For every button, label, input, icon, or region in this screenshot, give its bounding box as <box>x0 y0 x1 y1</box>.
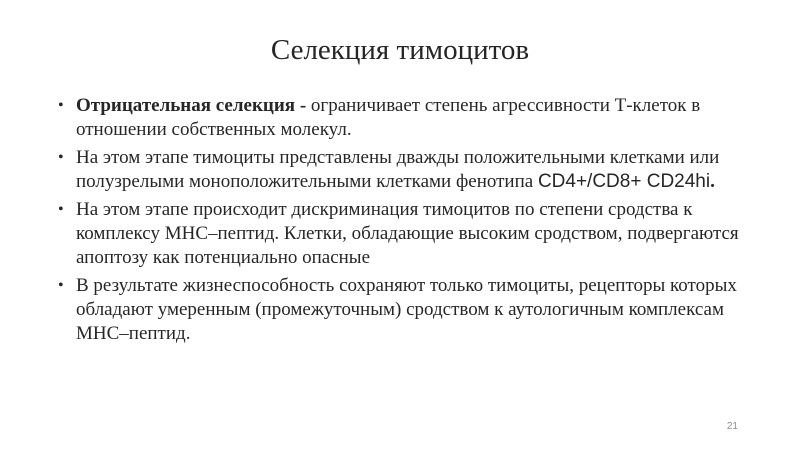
slide-number: 21 <box>726 421 738 432</box>
bullet-dot: • <box>58 149 64 166</box>
bullet-text: ограничивает степень агрессивности Т-клеток в отношении собственных молекул. <box>76 95 701 140</box>
bullet-dot: • <box>58 277 64 294</box>
bullet-text: В результате жизнеспособность сохраняют только тимоциты, рецепторы которых обладают умеренным (промежуточным) сродством к аутологичным комплексам MHC–пептид. <box>76 275 737 344</box>
phenotype-label: CD4+/CD8+ CD24hi <box>537 171 711 192</box>
bullet-item-negative-selection <box>58 94 758 142</box>
bullet-text: На этом этапе тимоциты представлены дважды положительными клетками или полузрелыми моноположительными клетками фенотипа <box>76 147 720 192</box>
bullet-dot: • <box>58 201 64 218</box>
bullet-text: На этом этапе происходит дискриминация тимоцитов по степени сродства к комплексу MHC–пептид. Клетки, обладающие высоким сродством, подвергаются апоптозу как потенциально опасные <box>76 199 739 268</box>
bullet-lead-bold: Отрицательная селекция - <box>76 95 307 116</box>
bullet-list <box>58 94 758 350</box>
bullet-dot: • <box>58 97 64 114</box>
bullet-tail-bold: . <box>710 171 715 192</box>
bullet-item-discrimination <box>58 198 758 270</box>
bullet-item-result <box>58 274 758 346</box>
bullet-item-thymocyte-stage <box>58 146 758 194</box>
slide-title: Селекция тимоцитов <box>270 34 530 66</box>
